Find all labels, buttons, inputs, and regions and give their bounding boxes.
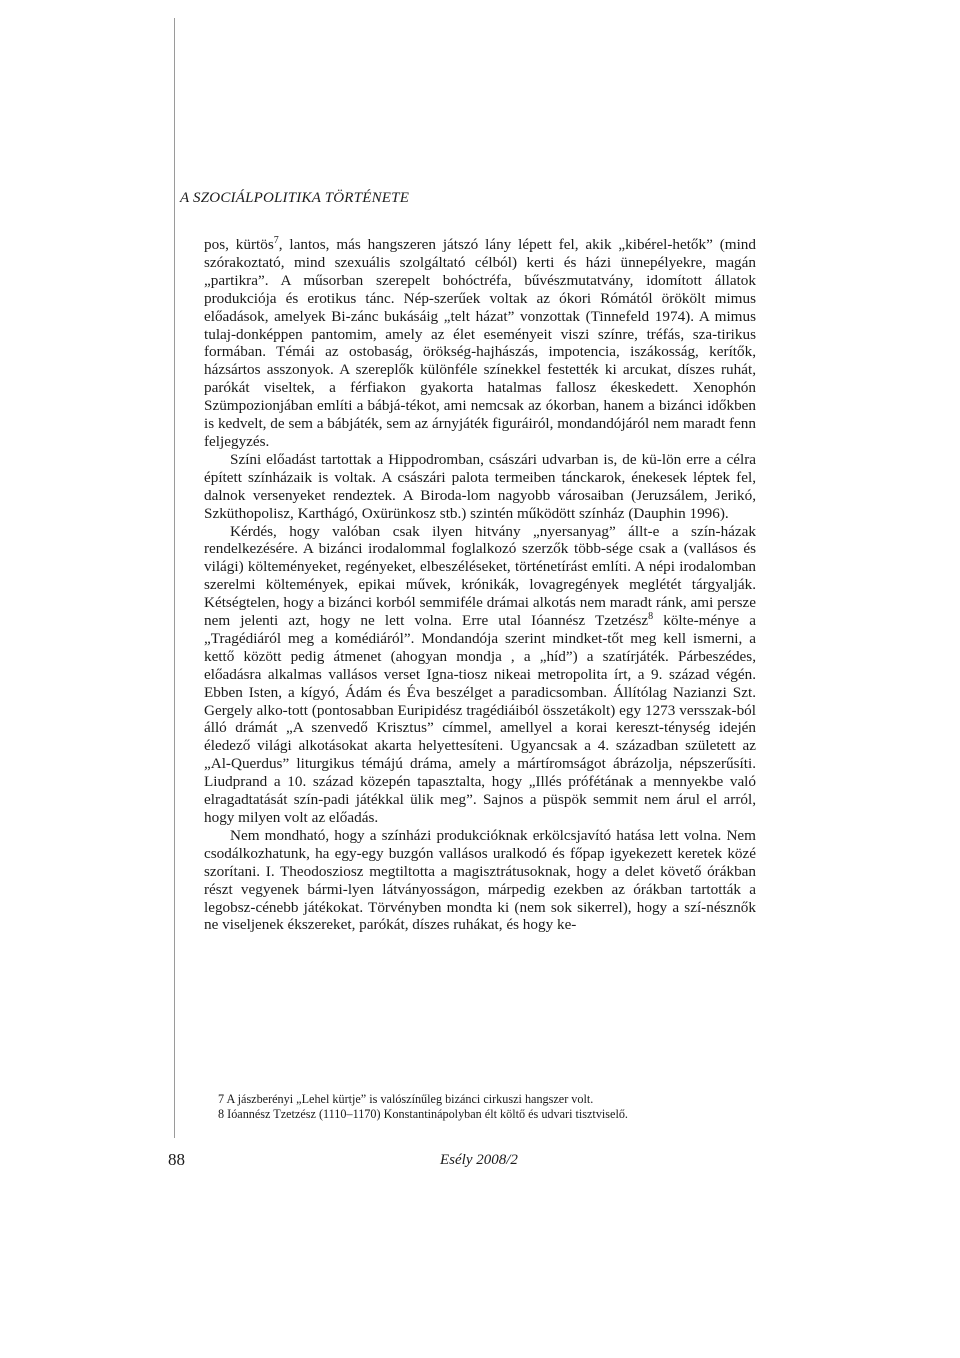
paragraph-text: Kérdés, hogy valóban csak ilyen hitvány „nyersanyag” állt-e a szín-házak rendelkezésére. A bizánci irodalommal foglalkozó szerzők több-sége csak a (vallásos és világi) költeményeket, regényeket, elbeszéléseket, történetírást említi. A népi irodalomban szerelmi költemények, epikai művek, krónikák, lovagregények meglétét tárgyalják. Kétségtelen, hogy a bizánci korból semmiféle drámai alkotás nem maradt ránk, ami persze nem jelenti azt, hogy ne lett volna. Erre utal Ióannész Tzetzész (204, 522, 756, 630)
running-header: A SZOCIÁLPOLITIKA TÖRTÉNETE (180, 190, 410, 206)
paragraph-text: költe-ménye a „Tragédiáról meg a komédiáról”. Mondandója szerint mindket-tőt meg kell ismerni, a kettő között pedig átmenet (ahogyan mondja , a „híd”) a szatírjáték. Párbeszédes, előadásra alkalmas vallásos verset Igna-tiosz nikeai metropolita írt, a 9. század végén. Ebben Isten, a kígyó, Ádám és Éva beszélget a paradicsomban. Állítólag Nazianzi Szt. Gergely alko-tott (pontosabban Euripidész tragédiáiból összetákolt) egy 1273 versszak-ból álló drámát „A szenvedő Krisztus” címmel, amellyel a korai kereszt-ténység idején éledező világi alkotásokat akarta helyettesíteni. Ugyancsak a 4. században született az „Al-Querdus” liturgikus témájú dráma, amely a mártíromságot ábrázolja, népszerűsíti. Liudprand a 10. század közepén tapasztalta, hogy „Illés prófétának a mennyekbe való elragadtatását szín-padi játékkal ülik meg”. Sajnos a püspök semmit nem árul el arról, hogy milyen volt az előadás. (204, 612, 757, 826)
footnote-reference: 8 (648, 610, 654, 622)
footnote-7: 7 A jászberényi „Lehel kürtje” is valószínűleg bizánci cirkuszi hangszer volt. (218, 1092, 594, 1106)
footnote-8: 8 Ióannész Tzetzész (1110–1170) Konstantinápolyban élt költő és udvari tisztviselő. (218, 1107, 628, 1121)
paragraph (204, 451, 756, 523)
paragraph-text: , lantos, más hangszeren játszó lány lépett fel, akik „kibérel-hetők” (mind szórakoztató, mind szexuális szolgáltató célból) kerti és házi ünnepélyekre, magán „partikra”. A műsorban szerepelt bohóctréfa, bűvészmutatvány, idomított állatok produkciója és erotikus tánc. Nép-szerűek voltak az ókori Rómától örökölt mimus előadások, amelyek Bi-zánc bukásáig „telt házat” vonzottak (Tinnefeld 1974). A mimus tulaj-donképpen pantomim, amely az élet eseményeit viszi színre, tréfás, sza-tirikus formában. Témái az ostobaság, örökség-hajhászás, impotencia, iszákosság, kerítők, házsártos asszonyok. A szereplők különféle színekkel festették ki arcukat, díszes ruhát, parókát viseltek, a férfiakon gyakorta hatalmas fallosz ékeskedett. Xenophón Szümpozionjában említi a bábjá-tékot, ami nemcsak az ókorban, hanem a bizánci időkben is kedvelt, de sem a bábjáték, sem az árnyjáték figuráiról, mondandójáról nem maradt fenn feljegyzés. (204, 236, 756, 450)
paragraph (204, 523, 756, 827)
page-number: 88 (168, 1150, 185, 1169)
journal-issue: Esély 2008/2 (440, 1152, 518, 1168)
margin-rule (174, 18, 175, 1138)
footnotes (218, 1092, 758, 1122)
paragraph-text: pos, kürtös (204, 236, 274, 253)
body-text (204, 236, 756, 934)
paragraph-text: Nem mondható, hogy a színházi produkcióknak erkölcsjavító hatása lett volna. Nem csodálkozhatunk, ha egy-egy buzgón vallásos uralkodó és főpap igyekezett keretek közé szorítani. I. Theodosziosz megtiltotta a magisztrátusoknak, hogy a delet követő órákban részt vegyenek bármi-lyen látványosságon, márpedig ezekben az órákban tartották a legobsz-cénebb játékokat. Törvényben mondta ki (nem sok sikerrel), hogy a szí-nésznők ne viseljenek ékszereket, parókát, díszes ruhákat, és hogy ke- (204, 826, 756, 934)
footnote-reference: 7 (273, 234, 279, 246)
paragraph (204, 827, 756, 934)
paragraph (204, 236, 756, 451)
paragraph-text: Színi előadást tartottak a Hippodromban, császári udvarban is, de kü-lön erre a célra épített színházaik is voltak. A császári palota termeiben tánckarok, énekesek léptek fel, dalnok versenyeket rendeztek. A Biroda-lom nagyobb városaiban (Jeruzsálem, Jerikó, Szküthopolisz, Karthágó, Oxürünkosz stb.) szintén működött színház (Dauphin 1996). (204, 450, 756, 522)
